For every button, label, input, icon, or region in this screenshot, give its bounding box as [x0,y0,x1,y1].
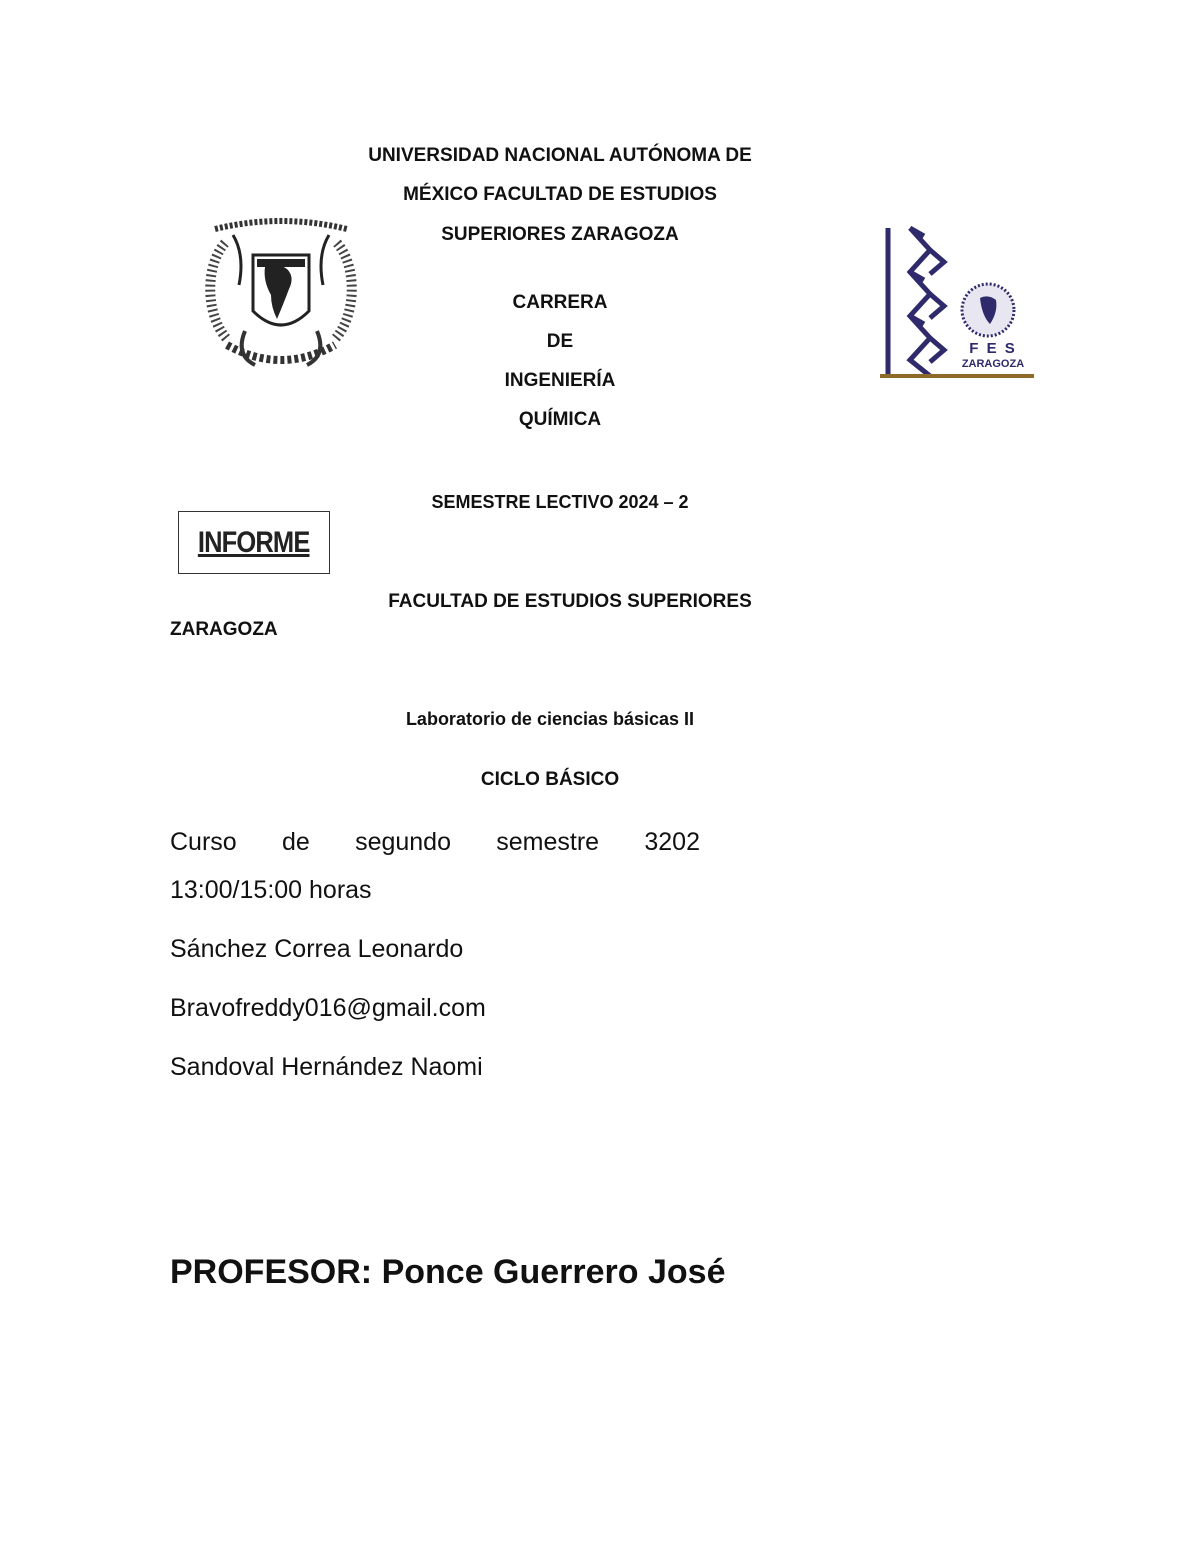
unam-seal-icon [205,215,357,375]
course-schedule: 13:00/15:00 horas [170,876,372,904]
fes-logo-text: F E S [969,340,1017,357]
course-group: 3202 [644,828,700,856]
career-word-3: INGENIERÍA [504,370,616,391]
lab-name: Laboratorio de ciencias básicas II [405,709,695,729]
career-word-1: CARRERA [512,292,608,313]
semester-label: SEMESTRE LECTIVO 2024 – 2 [431,492,689,512]
student-name-1: Sánchez Correa Leonardo [170,935,464,963]
career-word-4: QUÍMICA [518,409,602,430]
cycle-label: CICLO BÁSICO [480,769,620,790]
faculty-line1: FACULTAD DE ESTUDIOS SUPERIORES [388,591,752,612]
university-name-line1: UNIVERSIDAD NACIONAL AUTÓNOMA DE [368,145,752,166]
student-email: Bravofreddy016@gmail.com [170,994,486,1022]
report-badge-label: INFORME [198,525,310,559]
career-word-2: DE [546,331,574,352]
course-word: Curso [170,828,237,856]
fes-logo-subtext: ZARAGOZA [961,358,1025,370]
report-badge [178,511,330,574]
professor-name: PROFESOR: Ponce Guerrero José [170,1253,726,1291]
university-name-line3: SUPERIORES ZARAGOZA [441,224,679,245]
course-line [170,828,700,857]
course-word: segundo [355,828,451,856]
course-word: de [281,828,310,856]
course-word: semestre [496,828,600,856]
university-name-line2: MÉXICO FACULTAD DE ESTUDIOS [403,184,717,205]
faculty-line2: ZARAGOZA [170,619,278,640]
student-name-2: Sandoval Hernández Naomi [170,1053,483,1081]
